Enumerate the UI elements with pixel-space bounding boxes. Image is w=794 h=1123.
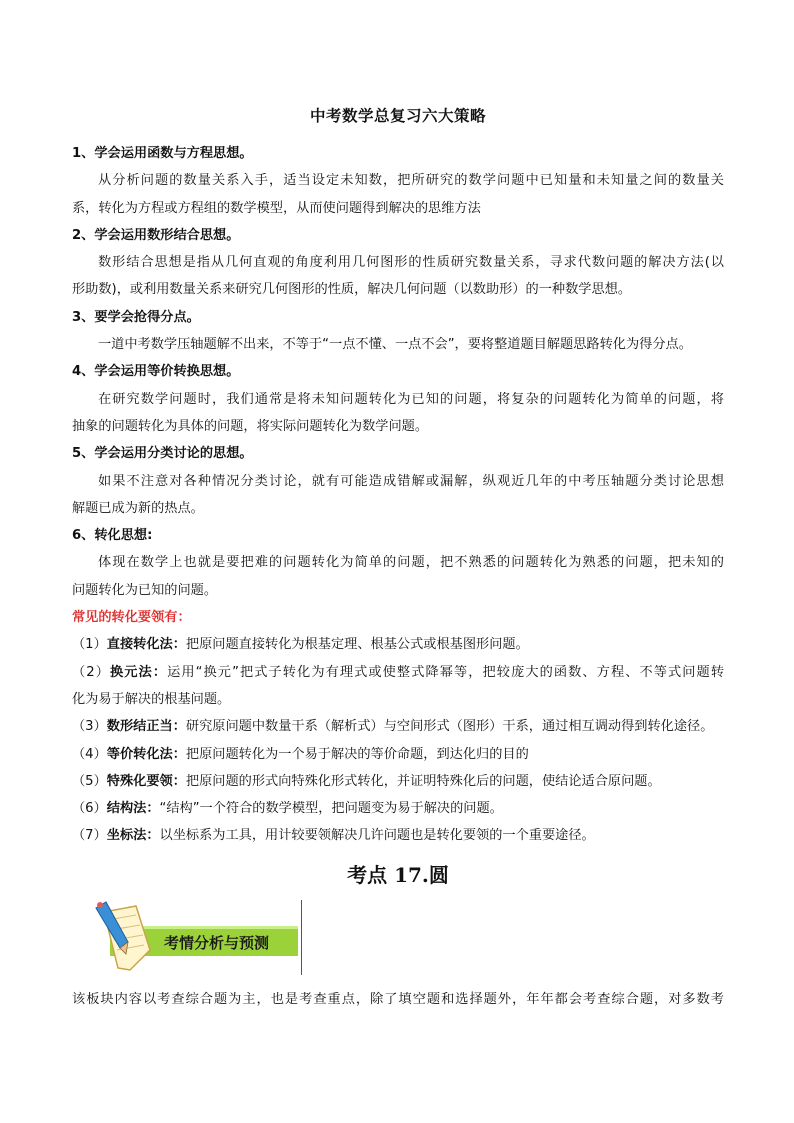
content: [72, 140, 724, 850]
section-body-line: 一道中考数学压轴题解不出来，不等于“一点不懂、一点不会”，要将整道题目解题思路转化为得分点。: [98, 337, 692, 353]
section-body-line: 从分析问题的数量关系入手，适当设定未知数，把所研究的数学问题中已知量和未知量之间的数量关: [98, 173, 724, 189]
method-number: （6）: [72, 801, 107, 817]
method-number: （5）: [72, 773, 107, 789]
section-body-line: 体现在数学上也就是要把难的问题转化为简单的问题，把不熟悉的问题转化为熟悉的问题，把未知的: [98, 555, 724, 571]
notepad-pencil-icon: [96, 902, 150, 970]
section-heading: 2、学会运用数形结合思想。: [72, 227, 240, 243]
method-text: 把原问题转化为一个易于解决的等价命题，到达化归的目的: [185, 746, 529, 762]
method-name: 坐标法：: [106, 828, 160, 844]
section-heading: 5、学会运用分类讨论的思想。: [72, 446, 253, 462]
method-name: 结构法：: [106, 801, 160, 817]
method-item: [72, 795, 724, 822]
section-heading: 3、要学会抢得分点。: [72, 309, 200, 325]
method-name: 数形结正当：: [106, 719, 186, 735]
method-number: （1）: [72, 637, 107, 653]
method-number: （4）: [72, 746, 107, 762]
section-body-line: 抽象的问题转化为具体的问题，将实际问题转化为数学问题。: [72, 418, 429, 434]
section-body-line: 问题转化为已知的问题。: [72, 582, 218, 598]
section-body-line: 在研究数学问题时，我们通常是将未知问题转化为已知的问题，将复杂的问题转化为简单的问题，将: [98, 391, 724, 407]
method-item: [72, 822, 724, 849]
vertical-divider: [301, 900, 302, 975]
section-body-line: 数形结合思想是指从几何直观的角度利用几何图形的性质研究数量关系，寻求代数问题的解决方法(以: [98, 255, 724, 271]
section-body-line: 形助数)，或利用数量关系来研究几何图形的性质，解决几何问题（以数助形）的一种数学思想。: [72, 282, 632, 298]
method-item: [72, 741, 724, 768]
section-heading: 6、转化思想:: [72, 528, 153, 544]
topic-title: 考点 17.圆: [347, 863, 449, 887]
method-item: [72, 659, 724, 686]
banner-label: 考情分析与预测: [164, 934, 270, 952]
method-name: 特殊化要领：: [106, 773, 186, 789]
method-item: [72, 713, 724, 740]
method-text: “结构”一个符合的数学模型，把问题变为易于解决的问题。: [159, 801, 503, 817]
method-name: 等价转化法：: [106, 746, 186, 762]
method-text: 把原问题直接转化为根基定理、根基公式或根基图形问题。: [185, 637, 529, 653]
section-heading: 4、学会运用等价转换思想。: [72, 364, 240, 380]
section-heading: 1、学会运用函数与方程思想。: [72, 146, 253, 161]
method-text: 研究原问题中数量干系（解析式）与空间形式（图形）干系，通过相互调动得到转化途径。: [185, 719, 714, 735]
method-text: 把原问题的形式向特殊化形式转化，并证明特殊化后的问题，使结论适合原问题。: [185, 773, 661, 789]
method-number: （3）: [72, 719, 107, 735]
intro-paragraph: [72, 986, 724, 1013]
method-name: 直接转化法：: [106, 637, 186, 653]
method-item: [72, 768, 724, 795]
intro-line: 该板块内容以考查综合题为主，也是考查重点，除了填空题和选择题外，年年都会考查综合题，对多数考: [72, 992, 724, 1007]
methods-heading: 常见的转化要领有：: [72, 610, 191, 626]
method-text: 运用“换元”把式子转化为有理式或使整式降幂等，把较庞大的函数、方程、不等式问题转: [167, 664, 725, 680]
method-item: [72, 631, 724, 658]
page-title: 中考数学总复习六大策略: [309, 107, 486, 125]
method-name: 换元法：: [110, 664, 168, 680]
analysis-banner: [84, 898, 304, 976]
method-number: （2）: [72, 664, 111, 680]
method-number: （7）: [72, 828, 107, 844]
method-text: 以坐标系为工具，用计较要领解决几许问题也是转化要领的一个重要途径。: [159, 828, 595, 844]
section-body-line: 如果不注意对各种情况分类讨论，就有可能造成错解或漏解，纵观近几年的中考压轴题分类讨论思想: [98, 473, 724, 489]
section-body-line: 解题已成为新的热点。: [72, 500, 204, 516]
method-text-continued: 化为易于解决的根基问题。: [72, 691, 231, 707]
section-body-line: 系，转化为方程或方程组的数学模型，从而使问题得到解决的思维方法: [72, 200, 481, 216]
